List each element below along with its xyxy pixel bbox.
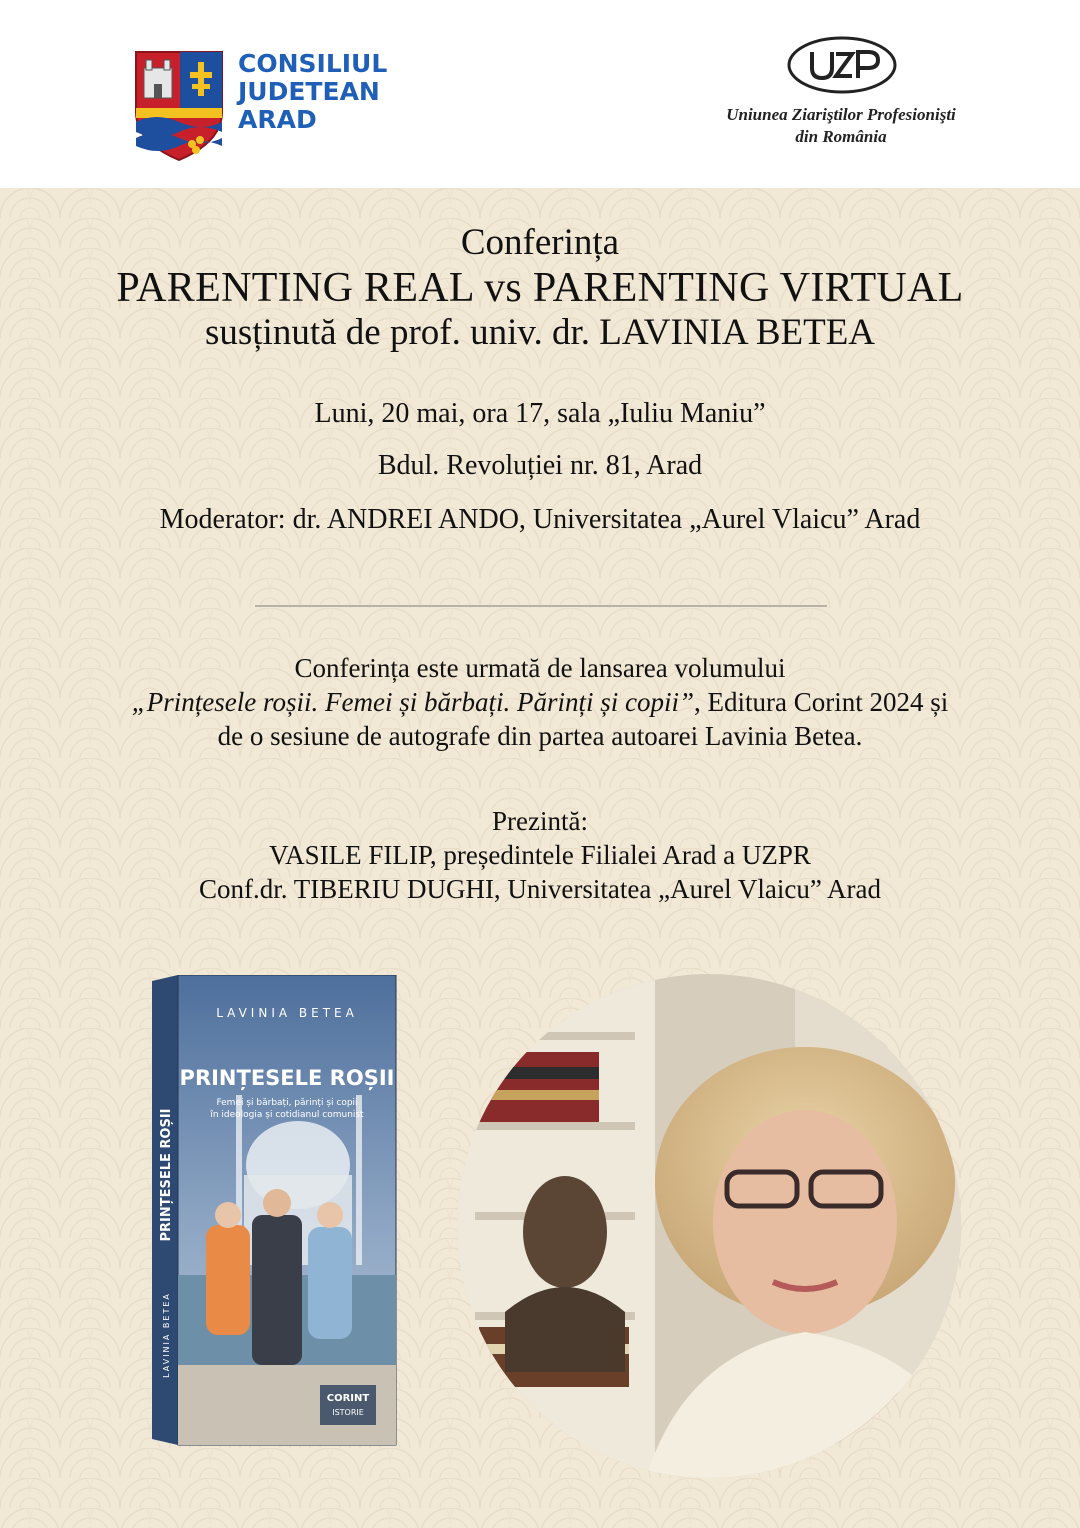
- org-line-3: ARAD: [238, 105, 317, 134]
- book-series-label: ISTORIE: [332, 1408, 364, 1417]
- book-cover-title: PRINȚESELE ROȘII: [179, 1066, 395, 1090]
- event-kicker: Conferința: [460, 222, 620, 263]
- presenter-2: Conf.dr. TIBERIU DUGHI, Universitatea „Aurel Vlaicu” Arad: [198, 874, 882, 904]
- launch-book-title: „Prințesele roșii. Femei și bărbați. Părinți și copii”: [131, 687, 694, 717]
- uzp-oval-logo-icon: [786, 34, 898, 96]
- launch-line-1: Conferința este urmată de lansarea volumului: [294, 653, 786, 683]
- author-portrait-photo: [455, 972, 963, 1480]
- event-title: PARENTING REAL vs PARENTING VIRTUAL: [116, 265, 964, 311]
- presenter-1: VASILE FILIP, președintele Filialei Arad a UZPR: [269, 840, 811, 870]
- uzp-caption-line-2: din România: [795, 127, 887, 146]
- event-datetime: Luni, 20 mai, ora 17, sala „Iuliu Maniu”: [314, 398, 766, 429]
- org-line-1: CONSILIUL: [238, 49, 388, 78]
- uzp-caption: [700, 104, 982, 148]
- section-divider: [255, 605, 827, 607]
- book-cover-author: LAVINIA BETEA: [216, 1006, 358, 1020]
- event-details: [0, 398, 1080, 536]
- event-moderator: Moderator: dr. ANDREI ANDO, Universitatea „Aurel Vlaicu” Arad: [159, 504, 921, 535]
- launch-line-3: de o sesiune de autografe din partea autoarei Lavinia Betea.: [217, 721, 863, 751]
- event-speaker: susținută de prof. univ. dr. LAVINIA BETEA: [204, 312, 876, 353]
- event-address: Bdul. Revoluției nr. 81, Arad: [377, 450, 703, 481]
- arad-coat-of-arms-icon: [134, 50, 224, 162]
- book-cover-subtitle-1: Femei și bărbați, părinți și copii: [216, 1098, 358, 1108]
- book-launch-text: [0, 651, 1080, 753]
- book-cover-subtitle-2: în ideologia și cotidianul comunist: [210, 1110, 364, 1120]
- presenters-block: [0, 804, 1080, 906]
- book-cover-image: [148, 975, 400, 1447]
- presenters-label: Prezintă:: [492, 806, 588, 836]
- header-bar: [0, 0, 1080, 188]
- org-line-2: JUDETEAN: [238, 77, 380, 106]
- book-spine-title: PRINȚESELE ROȘII: [159, 1108, 174, 1242]
- event-title-block: [0, 222, 1080, 354]
- book-publisher-logo: CORINT: [326, 1393, 370, 1404]
- consiliul-judetean-wordmark: [238, 50, 387, 134]
- uzp-caption-line-1: Uniunea Ziariştilor Profesionişti: [726, 105, 956, 124]
- book-spine-author: LAVINIA BETEA: [162, 1292, 171, 1378]
- launch-publisher: , Editura Corint 2024 și: [694, 687, 949, 717]
- launch-line-2: [0, 685, 1080, 719]
